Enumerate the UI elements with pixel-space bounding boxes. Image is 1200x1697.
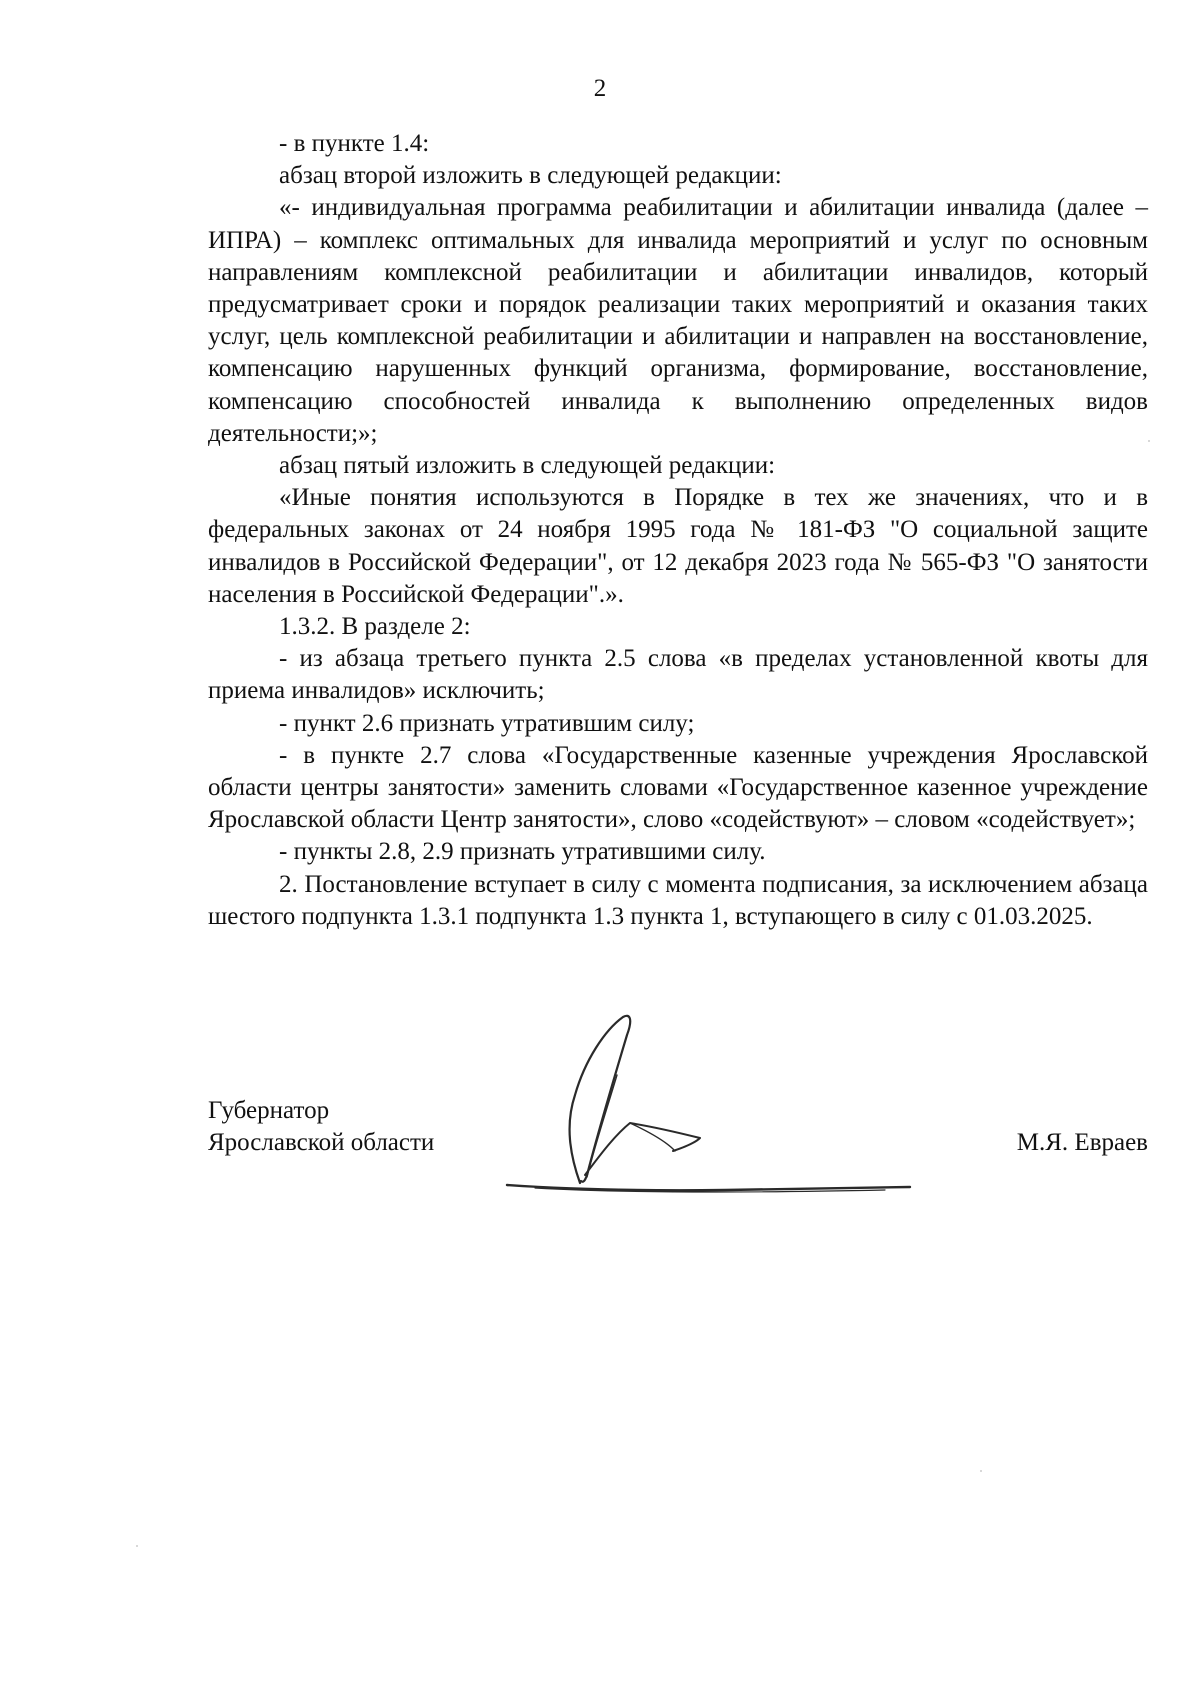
paragraph-item-2-5: - из абзаца третьего пункта 2.5 слова «в пределах установленной квоты для приема инвалидов» исключить; (208, 645, 1148, 705)
scan-speck (1148, 440, 1150, 442)
paragraph-items-2-8-2-9: - пункты 2.8, 2.9 признать утратившими силу. (279, 838, 766, 866)
signatory-name: М.Я. Евраев (1016, 1129, 1148, 1156)
paragraph-section-2: 1.3.2. В разделе 2: (279, 613, 471, 641)
signatory-position-line-1: Губернатор (208, 1097, 330, 1124)
scan-speck (136, 1545, 138, 1547)
signature-block (208, 1095, 1148, 1205)
signatory-position (208, 1095, 434, 1159)
page-number-text: 2 (593, 75, 607, 102)
paragraph-ipra-definition: «- индивидуальная программа реабилитации и абилитации инвалида (далее – ИПРА) – комплекс оптимальных для инвалида мероприятий и услуг по основным направлениям комплексной реабилитации и абилитации инвалидов, который предусматривает сроки и порядок реализации таких мероприятий и оказания таких услуг, цель комплексной реабилитации и абилитации и направлен на восстановление, компенсацию нарушенных функций организма, формирование, восстановление, компенсацию способностей инвалида к выполнению определенных видов деятельности;»; (208, 194, 1148, 447)
paragraph-item-2-7: - в пункте 2.7 слова «Государственные казенные учреждения Ярославской области центры занятости» заменить словами «Государственное казенное учреждение Ярославской области Центр занятости», слово «содействуют» – словом «содействует»; (208, 741, 1148, 834)
paragraph-item-2-6: - пункт 2.6 признать утратившим силу; (279, 709, 695, 737)
paragraph-item-1-4: - в пункте 1.4: (279, 130, 430, 157)
page-number (0, 74, 1200, 104)
signatory-position-line-2: Ярославской области (208, 1129, 435, 1157)
paragraph-second-abzac: абзац второй изложить в следующей редакции: (279, 162, 782, 190)
paragraph-effective-date: 2. Постановление вступает в силу с момента подписания, за исключением абзаца шестого подпункта 1.3.1 подпункта 1.3 пункта 1, вступающего в силу с 01.03.2025. (208, 870, 1148, 930)
paragraph-fifth-abzac: абзац пятый изложить в следующей редакции: (279, 452, 776, 480)
document-body (208, 128, 1148, 933)
scan-speck (980, 1470, 982, 1472)
paragraph-other-terms: «Иные понятия используются в Порядке в тех же значениях, что и в федеральных законах от 24 ноября 1995 года № 181-ФЗ "О социальной защите инвалидов в Российской Федерации", от 12 декабря 2023 года № 565-ФЗ "О занятости населения в Российской Федерации".». (208, 484, 1148, 608)
